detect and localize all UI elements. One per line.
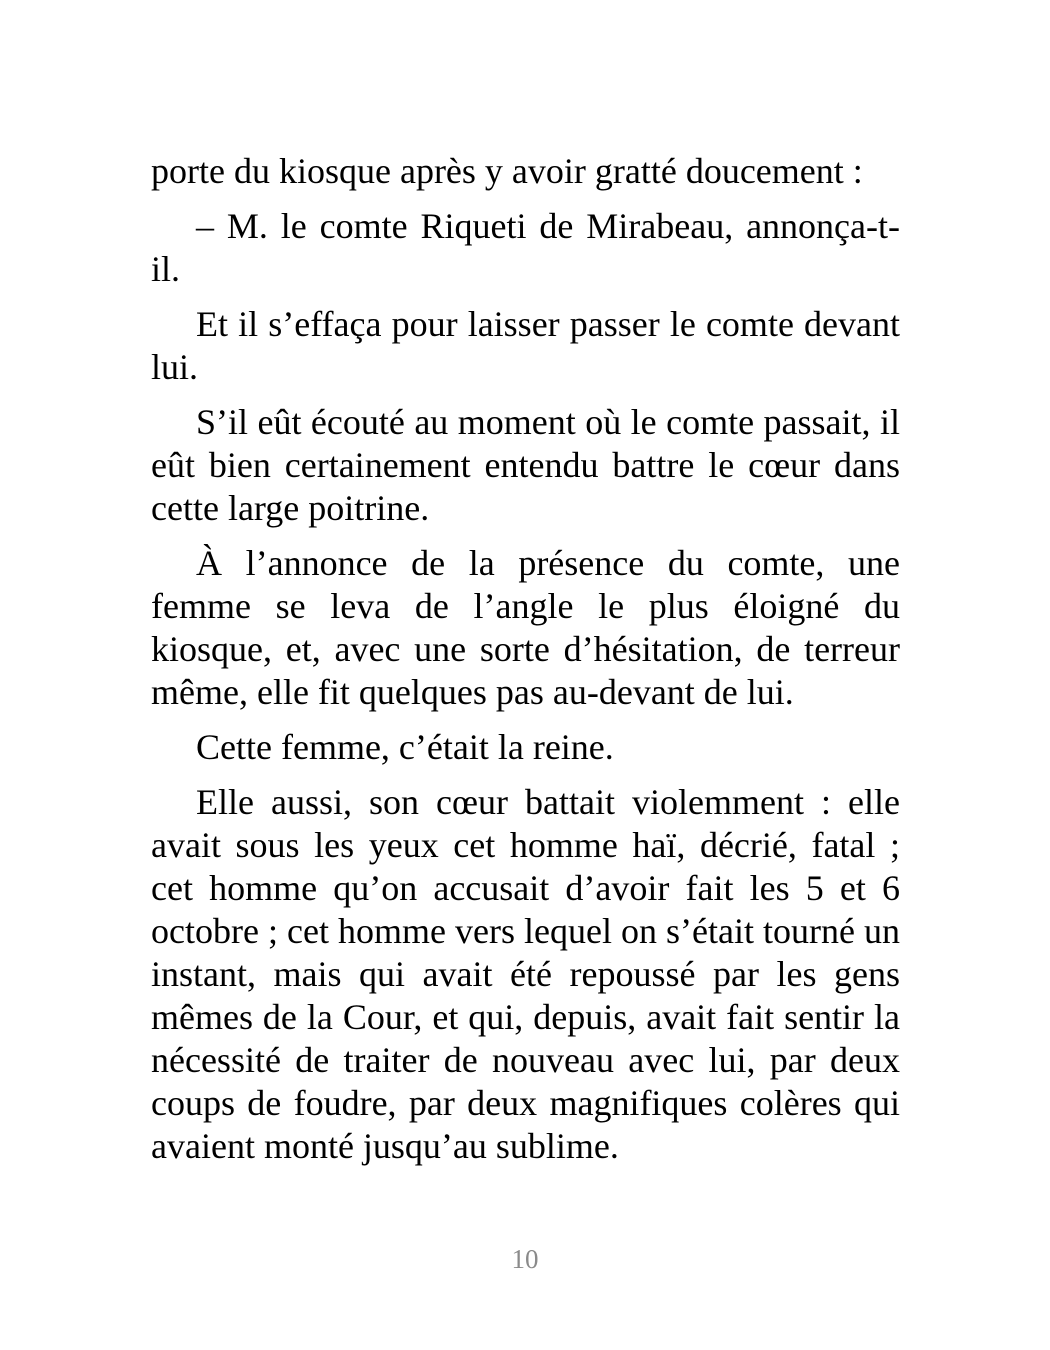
paragraph: À l’annonce de la présence du comte, une femme se leva de l’angle le plus éloigné du kiosque, et, avec une sorte d’hésitation, de terreur même, elle fit quelques pas au-devant de lui. (151, 543, 900, 712)
paragraph: Et il s’effaça pour laisser passer le comte devant lui. (151, 304, 900, 387)
paragraph-continuation: porte du kiosque après y avoir gratté doucement : (151, 151, 863, 191)
paragraph: S’il eût écouté au moment où le comte passait, il eût bien certainement entendu battre le cœur dans cette large poitrine. (151, 402, 900, 528)
paragraph-dialogue: – M. le comte Riqueti de Mirabeau, annonça-t-il. (151, 206, 900, 289)
paragraph: Elle aussi, son cœur battait violemment : elle avait sous les yeux cet homme haï, décrié, fatal ; cet homme qu’on accusait d’avoir fait les 5 et 6 octobre ; cet homme vers lequel on s’était tourné un instant, mais qui avait été repoussé par les gens mêmes de la Cour, et qui, depuis, avait fait sentir la nécessité de traiter de nouveau avec lui, par deux coups de foudre, par deux magnifiques colères qui avaient monté jusqu’au sublime. (151, 782, 900, 1166)
paragraph: Cette femme, c’était la reine. (196, 727, 614, 767)
page-number: 10 (511, 1244, 539, 1274)
body-text (151, 150, 900, 1180)
